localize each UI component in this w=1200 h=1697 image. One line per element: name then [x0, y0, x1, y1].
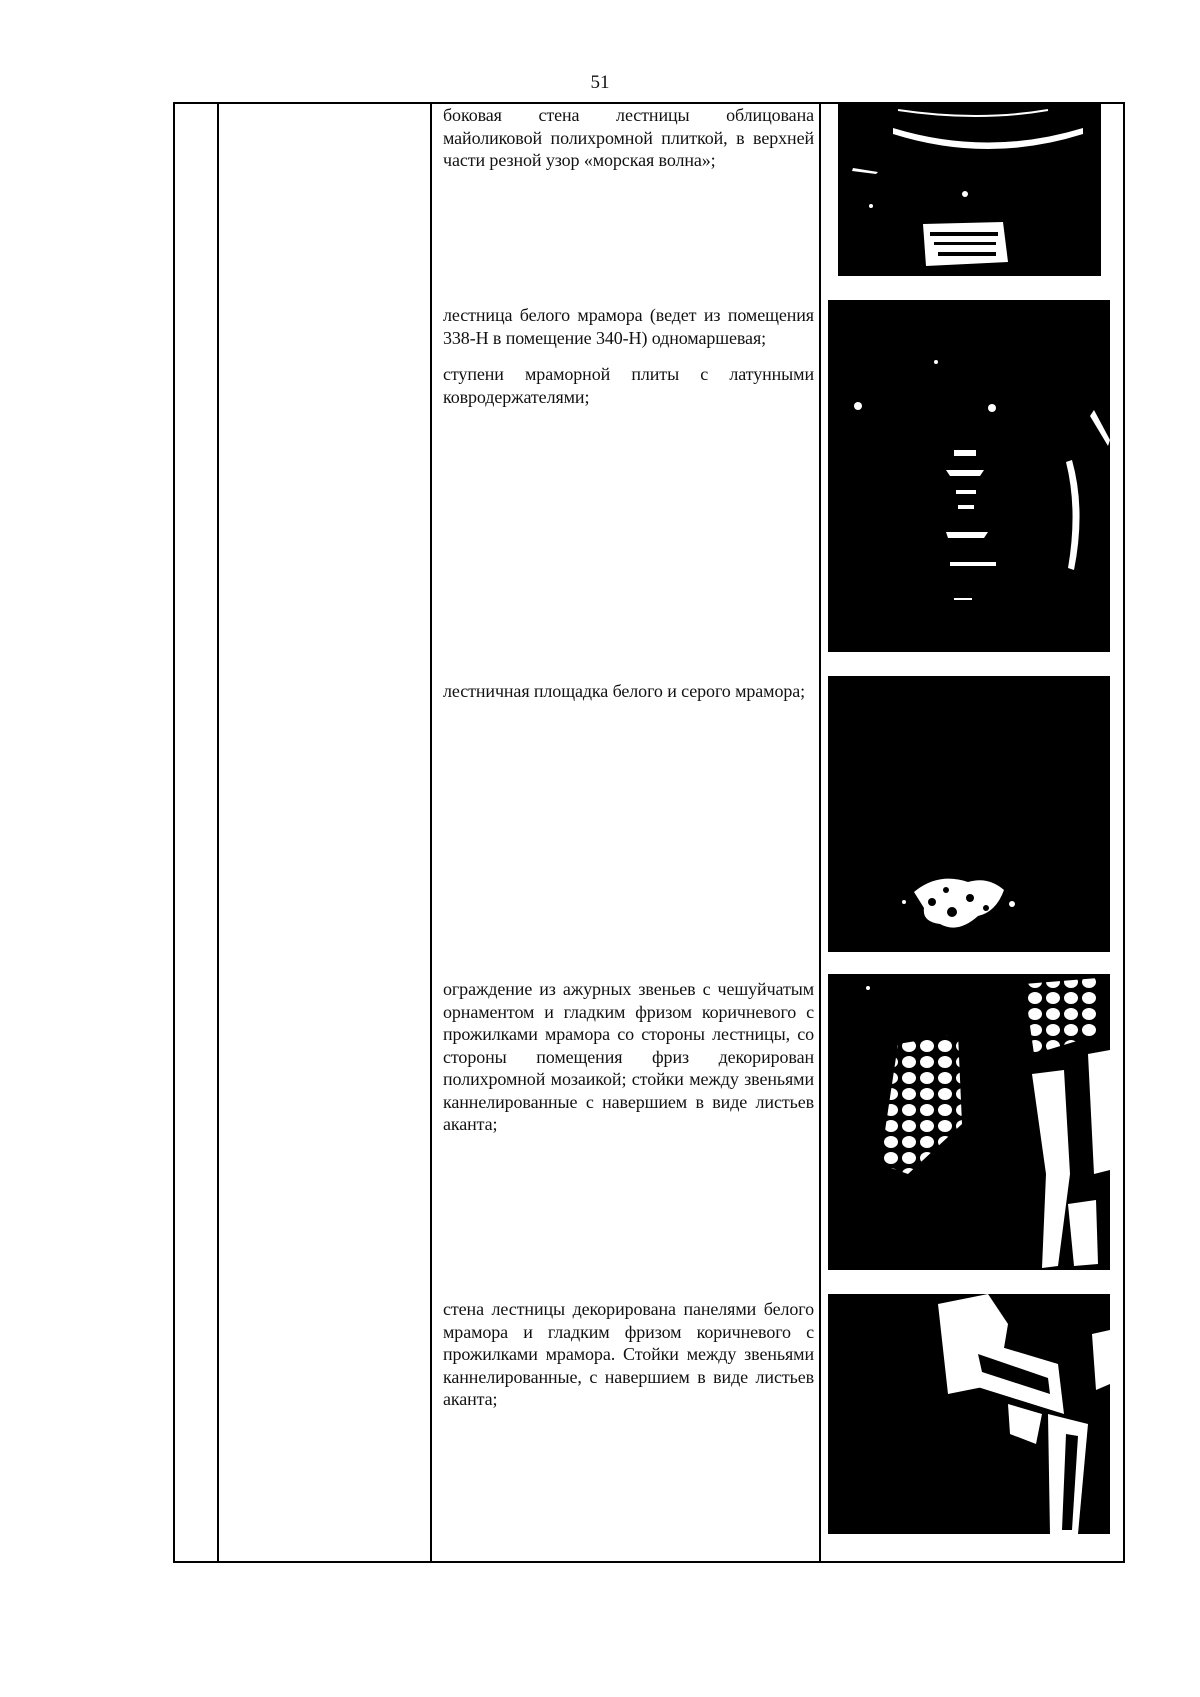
entry-description [443, 680, 814, 703]
staircase-landing-photo [828, 676, 1110, 952]
entry-paragraph: стена лестницы декорирована панелями белого мрамора и гладким фризом коричневого с прожилками мрамора. Стойки между звеньями каннелированные, с навершием в виде листьев аканта; [443, 1299, 814, 1409]
staircase-side-wall-photo [838, 102, 1101, 276]
entry-description [443, 978, 814, 1136]
column-divider [819, 102, 821, 1563]
entry-paragraph: ступени мраморной плиты с латунными ковродержателями; [443, 364, 814, 407]
entry-description [443, 1298, 814, 1411]
staircase-wall-panels-photo [828, 1294, 1110, 1534]
entry-paragraph: лестница белого мрамора (ведет из помещения 338-Н в помещение 340-Н) одномаршевая; [443, 305, 814, 348]
entry-paragraph: лестничная площадка белого и серого мрамора; [443, 681, 806, 701]
marble-staircase-photo [828, 300, 1110, 652]
column-divider [217, 102, 219, 1563]
openwork-railing-photo [828, 974, 1110, 1270]
column-divider [430, 102, 432, 1563]
entry-description [443, 104, 814, 172]
entry-paragraph: боковая стена лестницы облицована майоликовой полихромной плиткой, в верхней части резной узор «морская волна»; [443, 105, 814, 170]
entry-paragraph: ограждение из ажурных звеньев с чешуйчатым орнаментом и гладким фризом коричневого с прожилками мрамора со стороны лестницы, со стороны помещения фриз декорирован полихромной мозаикой; стойки между звеньями каннелированные с навершием в виде листьев аканта; [443, 979, 814, 1134]
entry-description [443, 304, 814, 408]
page-number: 51 [590, 72, 610, 93]
